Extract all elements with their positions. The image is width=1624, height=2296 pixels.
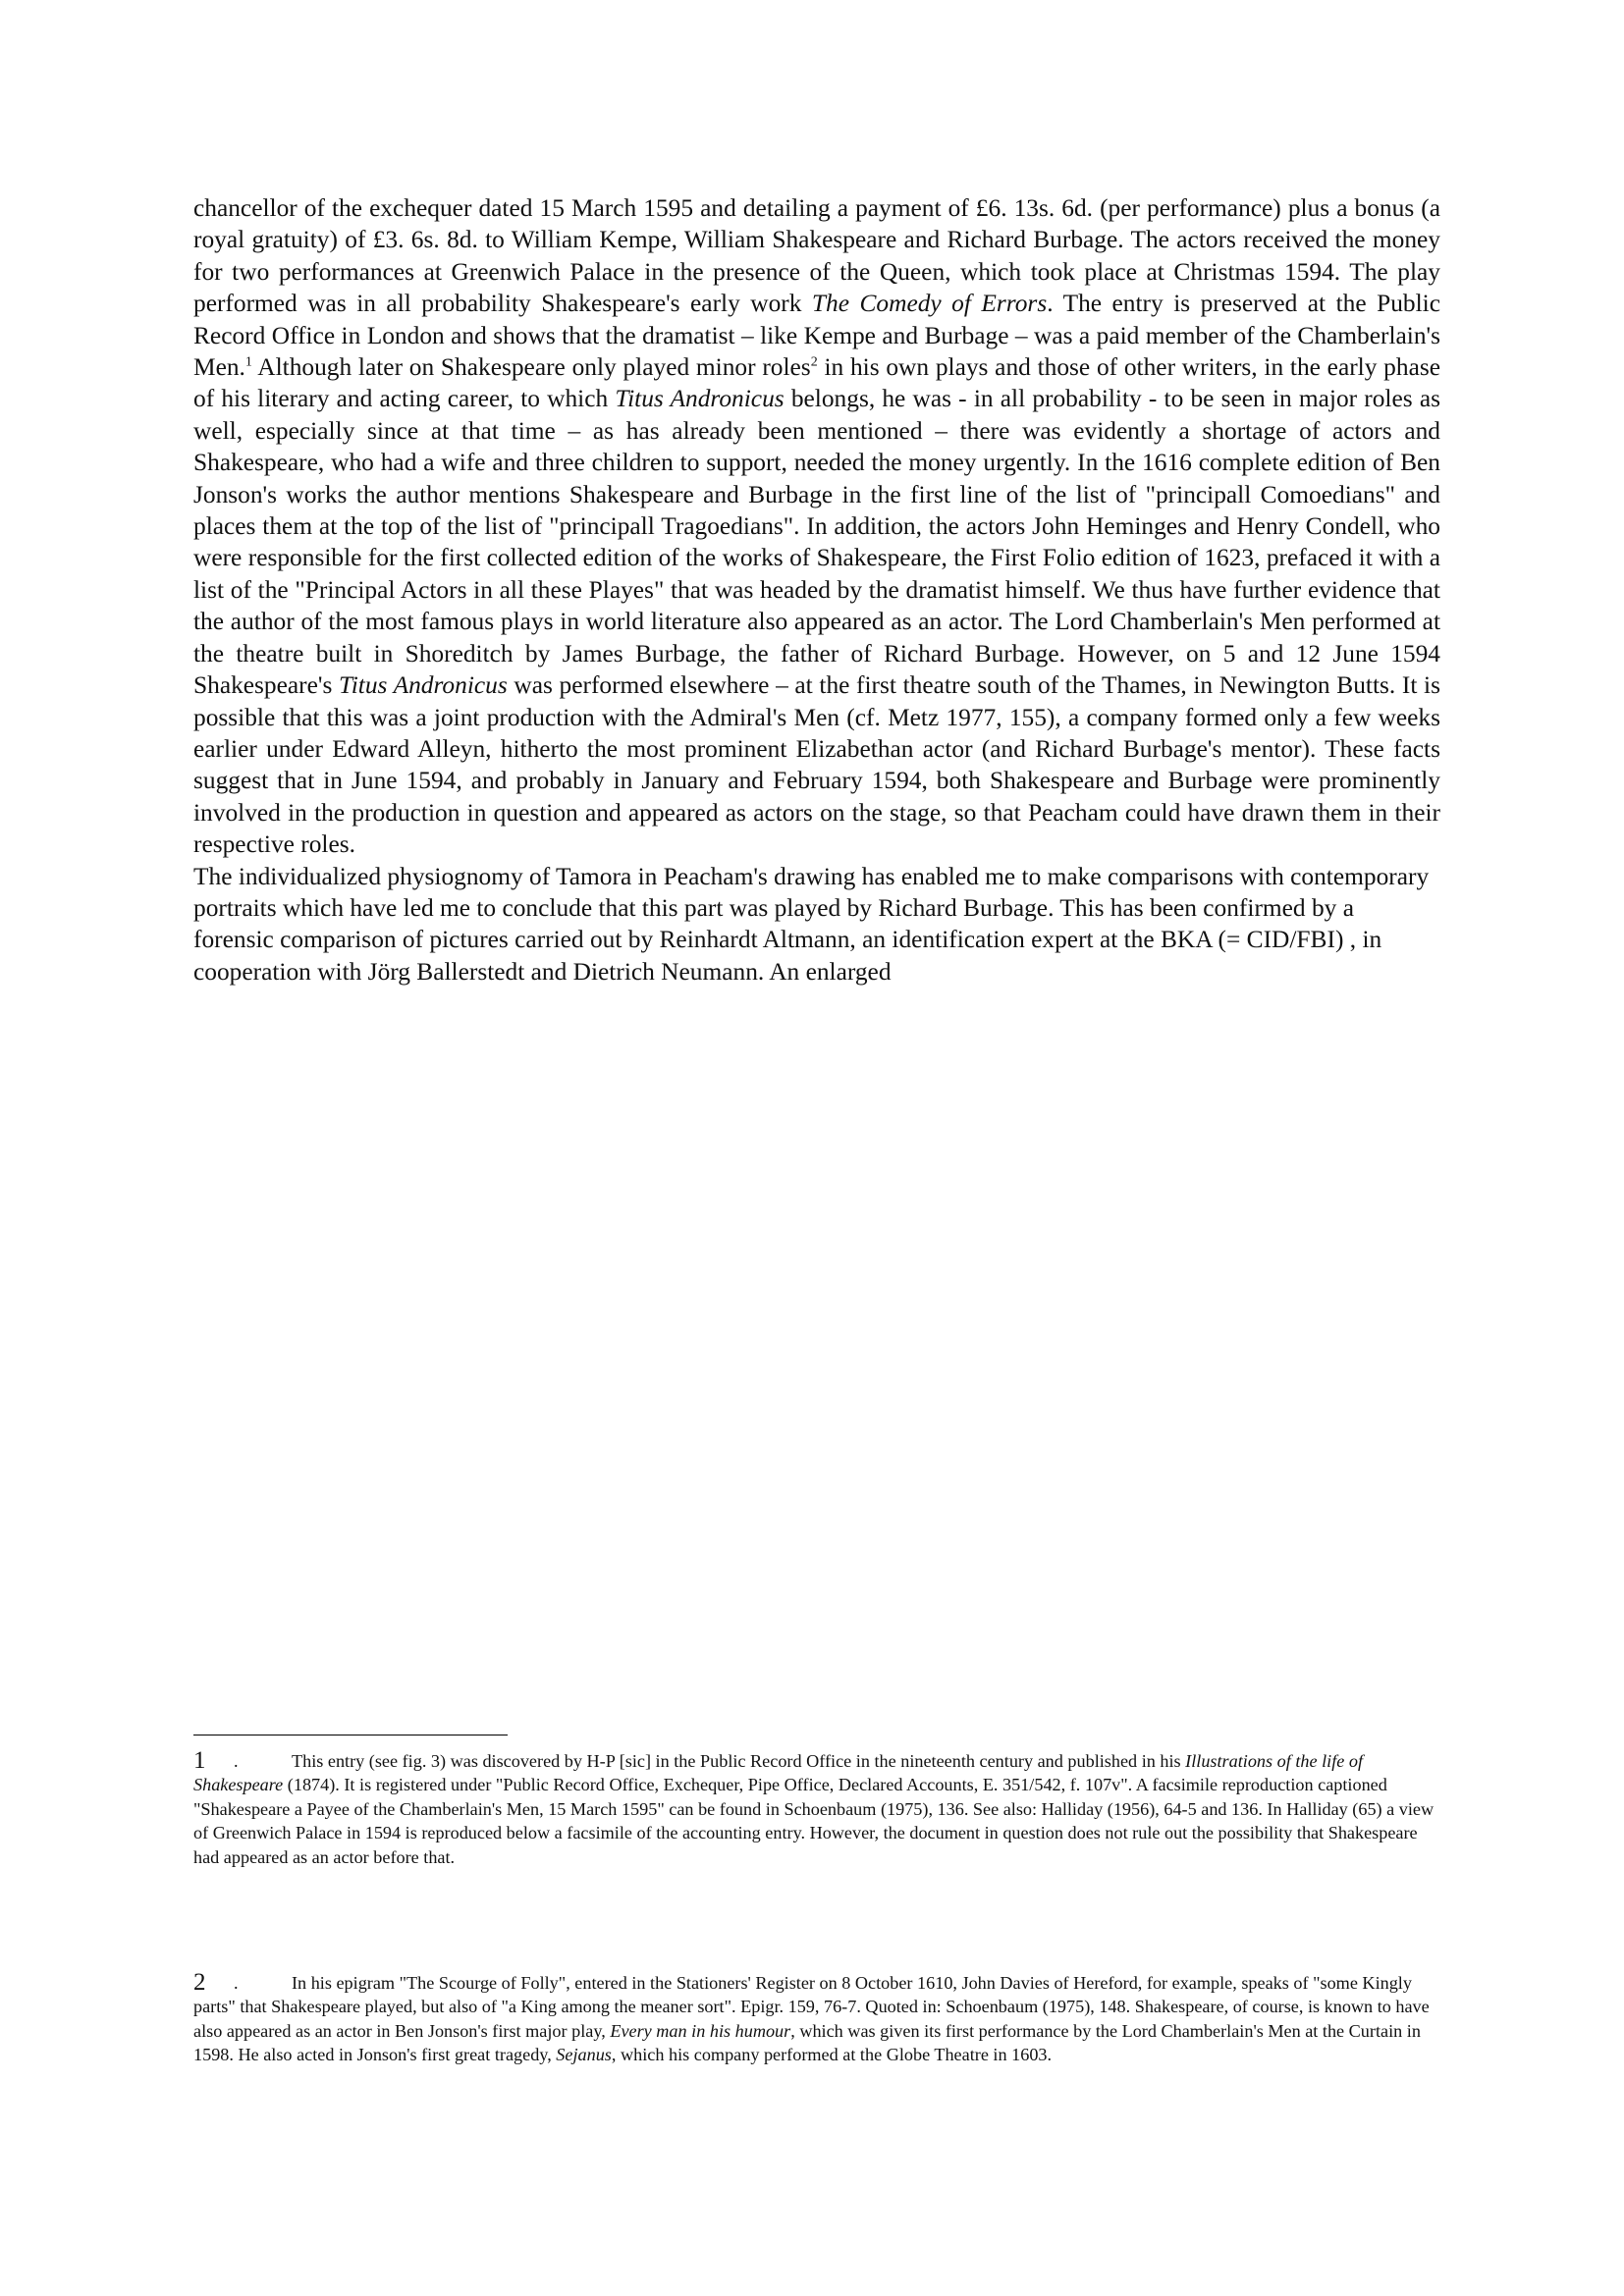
- footnote-ref-1[interactable]: 1: [244, 354, 252, 370]
- body-text: Although later on Shakespeare only played minor roles: [251, 353, 811, 382]
- footnote-text-part: In his epigram "The Scourge of Folly", entered in the Stationers' Register on 8 October 1610, John Davies of Hereford, for example, speaks of "some Kingly parts" that Shakespeare played, but also of "a King among the meaner sort". Epigr. 159, 76-7. Quoted in: Schoenbaum (1975), 148. Shakespeare, of course, is known to have also appeared as an actor in Ben Jonson's first major play,: [193, 1973, 1430, 2041]
- footnote-number: 2: [193, 1969, 206, 1996]
- body-paragraph-1: [193, 192, 1440, 861]
- footnote-text-part: , which his company performed at the Globe Theatre in 1603.: [611, 2045, 1053, 2065]
- footnote-text-part: , which was given its first performance by the Lord Chamberlain's Men at the Curtain in 1598. He also acted in Jonson's first great tragedy,: [193, 2020, 1421, 2065]
- play-title: Titus Andronicus: [339, 671, 508, 700]
- page-body: [193, 192, 1440, 988]
- body-text: chancellor of the exchequer dated 15 March 1595 and detailing a payment of £6. 13s. 6d. (per performance) plus a bonus (a royal gratuity) of £3. 6s. 8d. to William Kempe, William Shakespeare and Richard Burbage. The actors received the money for two performances at Greenwich Palace in the presence of the Queen, which took place at Christmas 1594. The play performed was in all probability Shakespeare's early work: [193, 194, 1440, 318]
- play-title: Titus Andronicus: [615, 385, 785, 413]
- play-title: Sejanus: [556, 2045, 612, 2065]
- body-text: was performed elsewhere – at the first theatre south of the Thames, in Newington Butts. It is possible that this was a joint production with the Admiral's Men (cf. Metz 1977, 155), a company formed only a few weeks earlier under Edward Alleyn, hitherto the most prominent Elizabethan actor (and Richard Burbage's mentor). These facts suggest that in June 1594, and probably in January and February 1594, both Shakespeare and Burbage were prominently involved in the production in question and appeared as actors on the stage, so that Peacham could have drawn them in their respective roles.: [193, 671, 1440, 859]
- book-title: Illustrations of the life of Shakespeare: [193, 1751, 1364, 1795]
- body-text: . The entry is preserved at the Public Record Office in London and shows that the dramatist – like Kempe and Burbage – was a paid member of the Chamberlain's Men.: [193, 290, 1440, 382]
- footnote-dot: .: [234, 1973, 239, 1993]
- footnote-text-part: (1874). It is registered under "Public Record Office, Exchequer, Pipe Office, Declared Accounts, E. 351/542, f. 107v". A facsimile reproduction captioned "Shakespeare a Payee of the Chamberlain's Men, 15 March 1595" can be found in Schoenbaum (1975), 136. See also: Halliday (1956), 64-5 and 136. In Halliday (65) a view of Greenwich Palace in 1594 is reproduced below a facsimile of the accounting entry. However, the document in question does not rule out the possibility that Shakespeare had appeared as an actor before that.: [193, 1775, 1435, 1867]
- play-title: Every man in his humour: [610, 2020, 791, 2041]
- body-paragraph-2: The individualized physiognomy of Tamora in Peacham's drawing has enabled me to make comparisons with contemporary portraits which have led me to conclude that this part was played by Richard Burbage. This has been confirmed by a forensic comparison of pictures carried out by Reinhardt Altmann, an identification expert at the BKA (= CID/FBI) , in cooperation with Jörg Ballerstedt and Dietrich Neumann. An enlarged: [193, 862, 1430, 986]
- footnote-dot: .: [234, 1751, 239, 1771]
- body-text: in his own plays and those of other writers, in the early phase of his literary and acting career, to which: [193, 353, 1440, 413]
- body-text: belongs, he was - in all probability - to be seen in major roles as well, especially since at that time – as has already been mentioned – there was evidently a shortage of actors and Shakespeare, who had a wife and three children to support, needed the money urgently. In the 1616 complete edition of Ben Jonson's works the author mentions Shakespeare and Burbage in the first line of the list of "principall Comoedians" and places them at the top of the list of "principall Tragoedians". In addition, the actors John Heminges and Henry Condell, who were responsible for the first collected edition of the works of Shakespeare, the First Folio edition of 1623, prefaced it with a list of the "Principal Actors in all these Playes" that was headed by the dramatist himself. We thus have further evidence that the author of the most famous plays in world literature also appeared as an actor. The Lord Chamberlain's Men performed at the theatre built in Shoreditch by James Burbage, the father of Richard Burbage. However, on 5 and 12 June 1594 Shakespeare's: [193, 385, 1440, 700]
- play-title: The Comedy of Errors: [811, 290, 1048, 318]
- footnote-number: 1: [193, 1747, 206, 1774]
- footnote-1: [193, 1749, 1440, 1869]
- footnote-ref-2[interactable]: 2: [810, 354, 818, 370]
- footnote-text: [193, 1971, 1440, 2067]
- footnote-2: [193, 1971, 1440, 2067]
- footnote-text-part: This entry (see fig. 3) was discovered by H-P [sic] in the Public Record Office in the nineteenth century and published in his: [292, 1751, 1186, 1771]
- footnote-text: [193, 1749, 1440, 1869]
